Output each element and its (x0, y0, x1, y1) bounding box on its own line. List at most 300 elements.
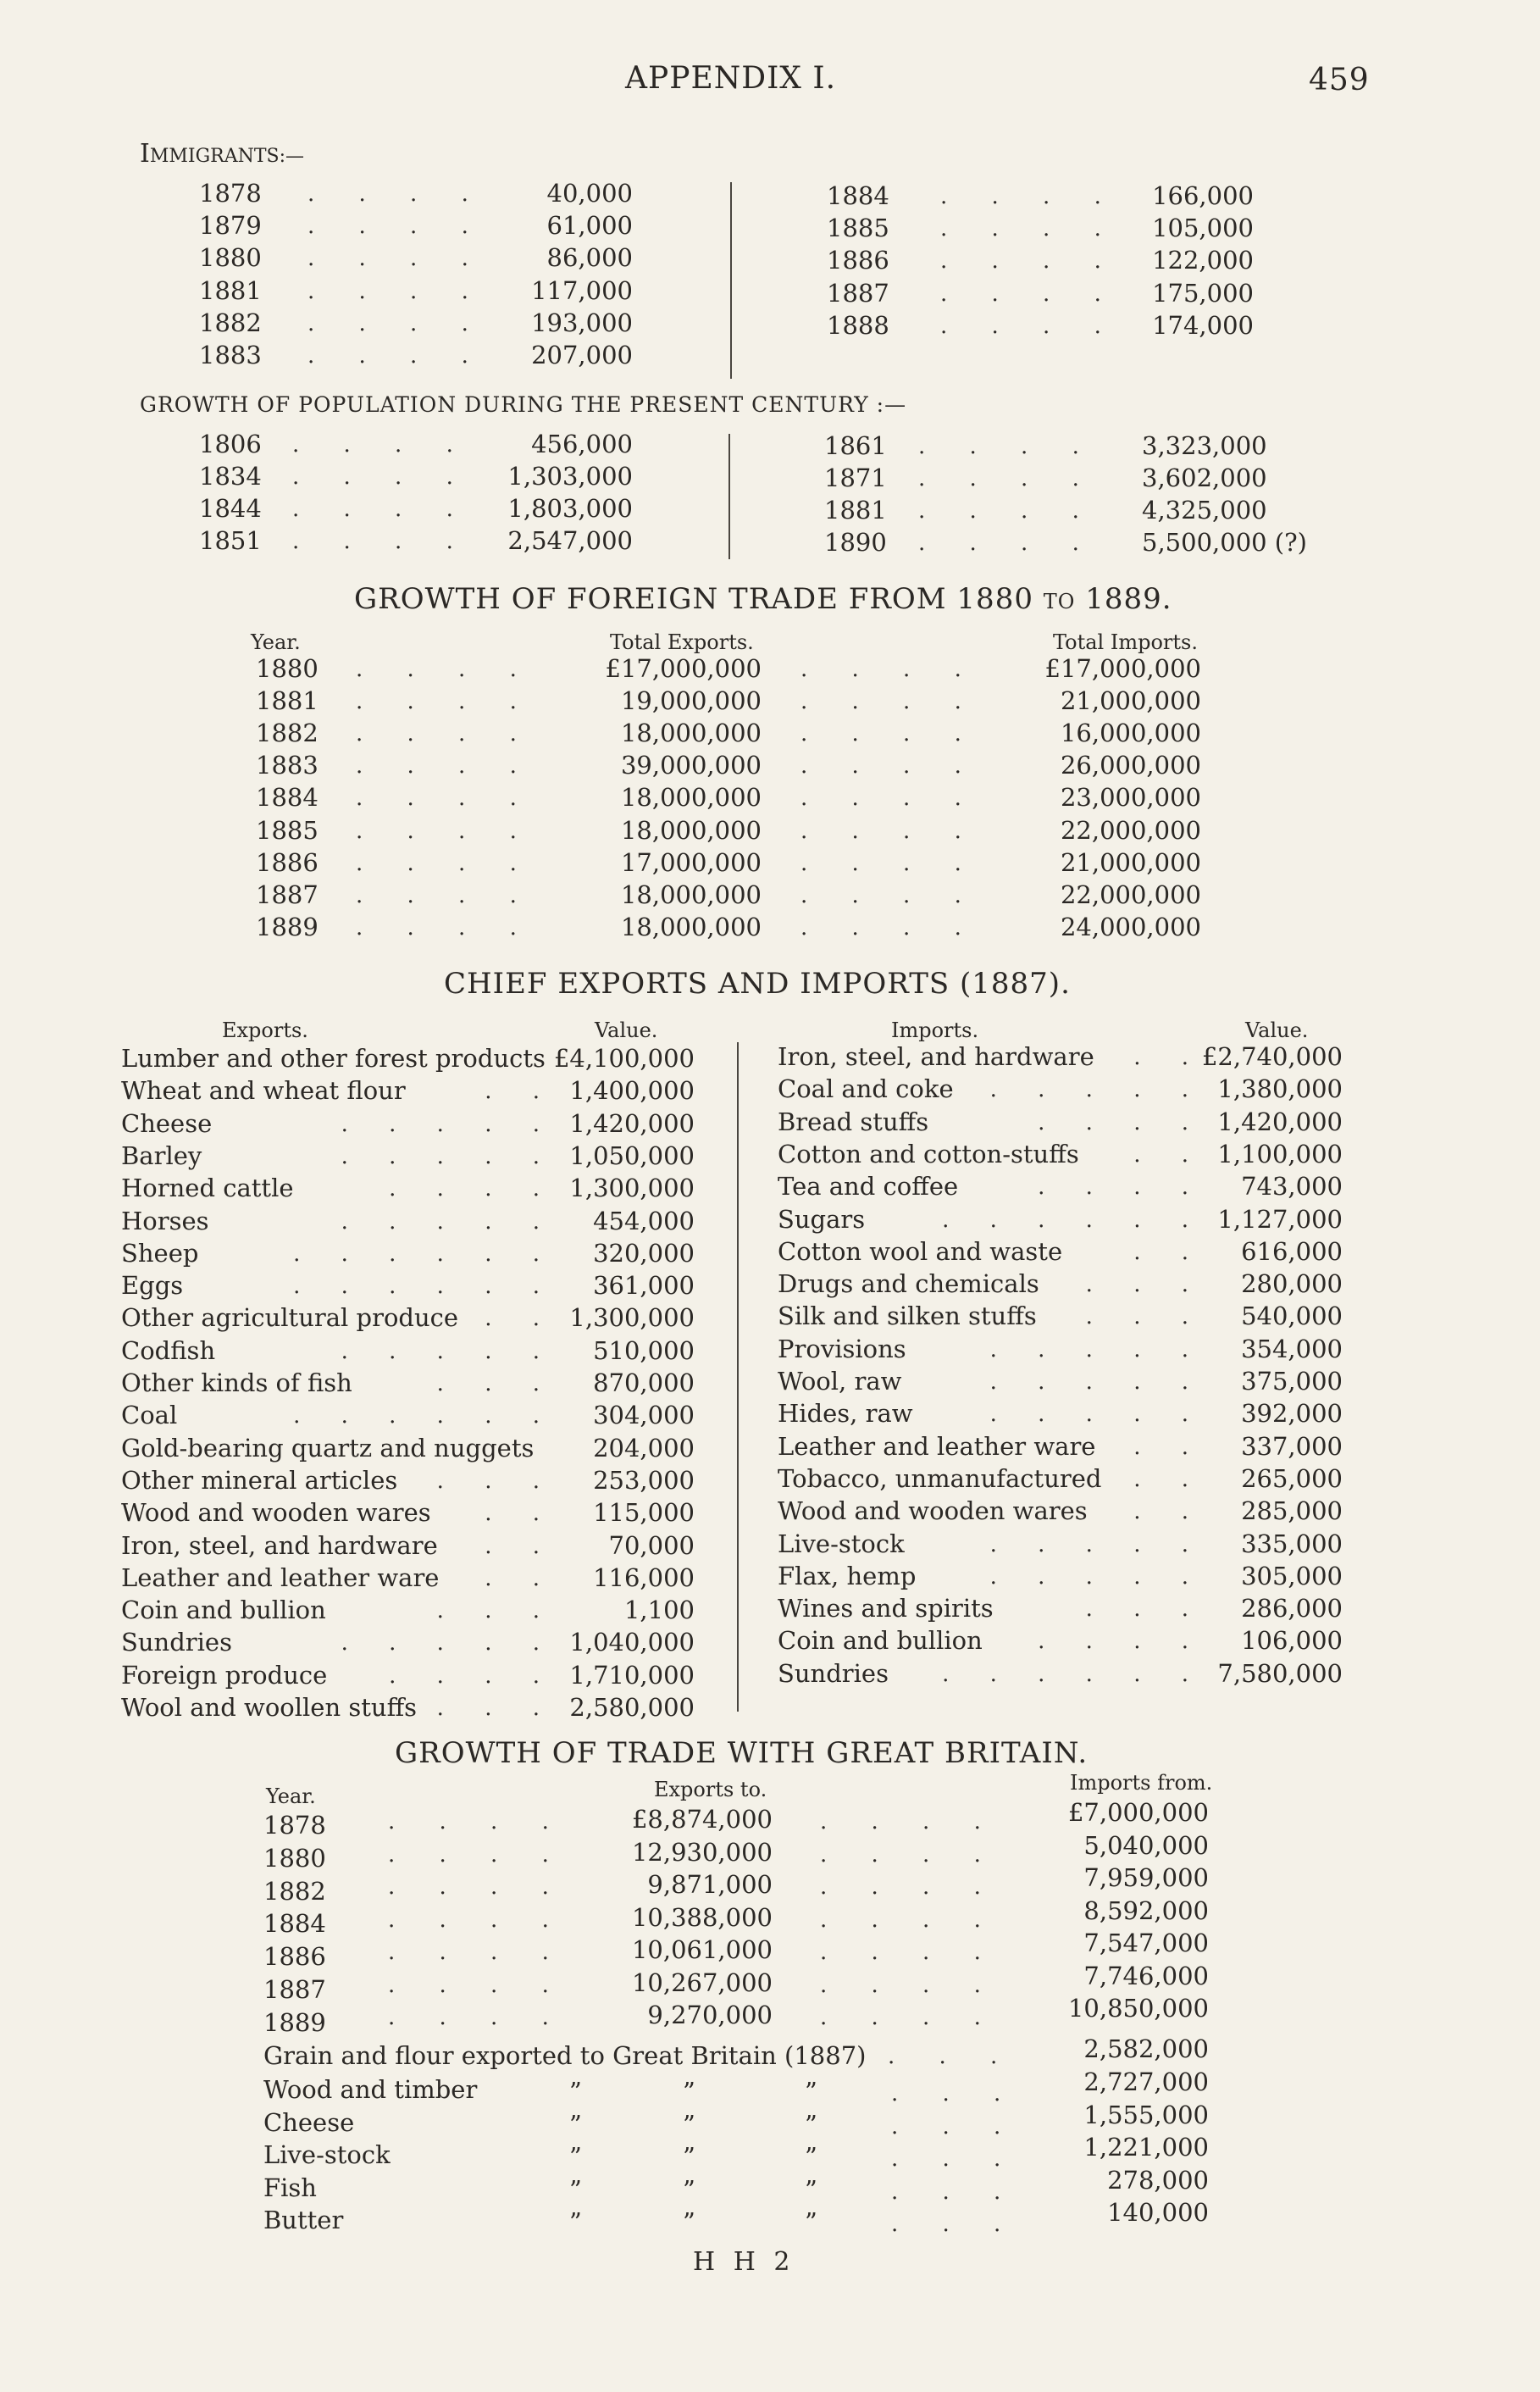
chief-import-name: Silk and silken stuffs (778, 1301, 1037, 1331)
chief-import-value: 1,100,000 (1217, 1139, 1343, 1168)
immigrants-heading-initial: I (140, 139, 150, 169)
foreign-trade-year: 1880 (256, 654, 319, 683)
chief-import-leader: . . . . . . (942, 1661, 1205, 1687)
britain-heading: GROWTH OF TRADE WITH GREAT BRITAIN. (395, 1736, 1089, 1770)
foreign-trade-exports: 18,000,000 (620, 719, 762, 748)
foreign-trade-imports: 21,000,000 (1060, 686, 1201, 716)
foreign-trade-heading-main: GROWTH OF FOREIGN TRADE FROM 1880 (354, 582, 1033, 616)
chief-export-name: Codfish (121, 1335, 216, 1365)
britain-produce-ditto: ” (683, 2142, 695, 2172)
population-leader: . . . . (918, 434, 1098, 459)
chief-import-leader: . . (1133, 1499, 1205, 1525)
foreign-trade-year: 1889 (256, 912, 319, 941)
foreign-trade-year: 1884 (256, 783, 319, 813)
immigrants-heading (140, 139, 305, 169)
immigrants-year: 1883 (199, 341, 262, 369)
immigrants-leader: . . . . (940, 280, 1120, 307)
immigrants-value: 175,000 (1152, 278, 1254, 308)
chief-col-exports-value: Value. (595, 1018, 658, 1042)
chief-export-name: Other agricultural produce (121, 1303, 459, 1333)
britain-produce-ditto: ” (683, 2207, 695, 2237)
chief-export-name: Horned cattle (121, 1174, 294, 1203)
chief-import-name: Iron, steel, and hardware (778, 1042, 1094, 1071)
population-leader: . . . . (292, 432, 472, 458)
chief-import-value: 616,000 (1241, 1236, 1343, 1266)
immigrants-year: 1879 (199, 211, 262, 241)
chief-import-value: 375,000 (1241, 1367, 1343, 1396)
chief-export-leader: . . . . . . (293, 1240, 557, 1267)
immigrants-leader: . . . . (307, 343, 487, 369)
foreign-trade-leader: . . . . (356, 785, 535, 812)
britain-produce-leader: . . . (891, 2212, 1020, 2238)
chief-export-name: Iron, steel, and hardware (121, 1530, 438, 1560)
foreign-trade-exports: 18,000,000 (620, 783, 762, 813)
britain-exports: 10,061,000 (631, 1935, 773, 1964)
chief-import-value: 335,000 (1241, 1529, 1343, 1558)
britain-produce-value: 2,727,000 (1083, 2067, 1209, 2096)
immigrants-year: 1878 (199, 179, 262, 208)
foreign-trade-year: 1885 (256, 815, 319, 845)
running-head: APPENDIX I. (625, 61, 837, 96)
chief-import-leader: . . . . . (989, 1563, 1205, 1590)
foreign-trade-leader: . . . . (356, 850, 535, 876)
britain-produce-leader: . . . (891, 2146, 1020, 2173)
chief-export-leader: . . . (436, 1598, 557, 1624)
britain-exports: £8,874,000 (631, 1805, 773, 1834)
chief-import-value: 337,000 (1241, 1431, 1343, 1461)
population-leader: . . . . (292, 464, 472, 490)
immigrants-leader: . . . . (307, 278, 487, 304)
immigrants-leader: . . . . (940, 248, 1120, 275)
britain-leader: . . . . (388, 1809, 568, 1834)
chief-import-leader: . . (1133, 1045, 1205, 1070)
population-value: 5,500,000 (?) (1142, 528, 1307, 557)
chief-import-leader: . . (1133, 1466, 1205, 1492)
population-leader: . . . . (918, 530, 1098, 556)
immigrants-year: 1881 (199, 275, 262, 305)
population-value: 1,303,000 (507, 462, 633, 491)
britain-col-imports: Imports from. (1070, 1771, 1213, 1795)
chief-import-leader: . . . . (1038, 1629, 1205, 1655)
chief-export-name: Sundries (121, 1628, 232, 1657)
chief-import-leader: . . . . . (989, 1369, 1205, 1395)
britain-imports: 8,592,000 (1083, 1895, 1209, 1925)
immigrants-year: 1885 (827, 214, 889, 243)
chief-import-value: 743,000 (1241, 1172, 1343, 1202)
britain-leader: . . . . (820, 1841, 1000, 1868)
chief-export-leader: . . . . (389, 1176, 557, 1202)
immigrants-value: 40,000 (546, 179, 633, 208)
britain-produce-leader: . . . (891, 2081, 1020, 2106)
foreign-trade-leader: . . . . (800, 753, 980, 780)
britain-exports: 10,267,000 (631, 1967, 773, 1997)
population-year: 1861 (824, 431, 887, 460)
foreign-trade-leader: . . . . (800, 818, 980, 844)
foreign-trade-leader: . . . . (800, 689, 980, 715)
chief-import-leader: . . . . (1038, 1174, 1205, 1201)
foreign-trade-leader: . . . . (800, 882, 980, 908)
britain-produce-name: Butter (263, 2206, 344, 2235)
chief-export-value: 1,040,000 (569, 1628, 695, 1657)
immigrants-value: 117,000 (531, 275, 633, 305)
britain-year: 1884 (263, 1909, 326, 1939)
chief-export-value: 1,400,000 (569, 1076, 695, 1106)
chief-import-name: Drugs and chemicals (778, 1269, 1039, 1299)
page-number: 459 (1309, 63, 1370, 97)
foreign-trade-leader: . . . . (356, 753, 535, 780)
chief-export-leader: . . . . . (341, 1208, 557, 1235)
chief-export-value: 70,000 (608, 1530, 695, 1560)
foreign-trade-leader: . . . . (800, 785, 980, 812)
immigrants-leader: . . . . (940, 184, 1120, 209)
foreign-trade-leader: . . . . (356, 882, 535, 908)
chief-import-name: Cotton wool and waste (778, 1236, 1063, 1266)
foreign-trade-col-imports: Total Imports. (1053, 630, 1198, 654)
chief-export-leader: . . (485, 1533, 557, 1559)
britain-produce-name: Cheese (263, 2107, 355, 2137)
population-value: 456,000 (531, 430, 633, 458)
chief-import-value: £2,740,000 (1201, 1042, 1343, 1071)
immigrants-year: 1880 (199, 243, 262, 273)
britain-produce-ditto: ” (569, 2174, 582, 2204)
britain-produce-ditto: ” (683, 2109, 695, 2139)
chief-import-name: Sundries (778, 1658, 889, 1688)
chief-export-leader: . . . (436, 1468, 557, 1494)
immigrants-heading-rest: MMIGRANTS (149, 146, 280, 167)
britain-year: 1882 (263, 1876, 326, 1906)
britain-leader: . . . . (388, 2005, 568, 2030)
chief-export-value: 1,710,000 (569, 1660, 695, 1690)
chief-export-name: Barley (121, 1141, 202, 1170)
britain-produce-value: 1,221,000 (1083, 2133, 1209, 2162)
chief-import-name: Flax, hemp (778, 1561, 917, 1590)
signature-mark: H H 2 (693, 2247, 795, 2277)
chief-import-leader: . . . (1085, 1304, 1205, 1330)
chief-heading: CHIEF EXPORTS AND IMPORTS (1887). (444, 967, 1071, 1001)
chief-export-name: Cheese (121, 1108, 213, 1138)
chief-export-value: 115,000 (593, 1498, 695, 1528)
chief-export-name: Wood and wooden wares (121, 1498, 431, 1528)
britain-produce-name: Fish (263, 2173, 317, 2202)
chief-divider (737, 1042, 739, 1712)
chief-import-name: Provisions (778, 1334, 906, 1363)
britain-leader: . . . . (820, 1874, 1000, 1900)
britain-leader: . . . . (820, 1972, 1000, 1998)
chief-export-name: Foreign produce (121, 1660, 328, 1690)
chief-col-imports: Imports. (891, 1018, 979, 1042)
immigrants-divider (730, 182, 732, 379)
chief-import-name: Wines and spirits (778, 1594, 994, 1623)
britain-year: 1889 (263, 2007, 326, 2037)
immigrants-year: 1886 (827, 246, 889, 275)
immigrants-value: 61,000 (546, 211, 633, 241)
chief-export-value: 2,580,000 (569, 1693, 695, 1722)
chief-export-value: 116,000 (593, 1562, 695, 1592)
chief-import-value: 286,000 (1241, 1594, 1343, 1623)
foreign-trade-leader: . . . . (356, 657, 535, 682)
chief-export-value: 1,300,000 (569, 1174, 695, 1203)
chief-export-leader: . . (485, 1306, 557, 1332)
britain-produce-ditto: ” (683, 2174, 695, 2204)
britain-produce-leader: . . . (891, 2178, 1020, 2205)
chief-import-value: 1,420,000 (1217, 1107, 1343, 1136)
chief-import-name: Live-stock (778, 1529, 905, 1558)
population-value: 2,547,000 (507, 526, 633, 555)
chief-export-leader: . . . . (389, 1662, 557, 1689)
britain-year: 1880 (263, 1843, 326, 1873)
chief-import-leader: . . (1133, 1239, 1205, 1265)
britain-imports: 7,547,000 (1083, 1929, 1209, 1957)
chief-export-value: 253,000 (593, 1465, 695, 1495)
britain-produce-heading-leader: . . . (888, 2044, 1017, 2069)
chief-col-imports-value: Value. (1245, 1018, 1309, 1042)
immigrants-year: 1884 (827, 181, 889, 210)
foreign-trade-year: 1887 (256, 880, 319, 909)
immigrants-leader: . . . . (940, 313, 1120, 339)
foreign-trade-exports: 39,000,000 (620, 751, 762, 780)
chief-export-name: Other kinds of fish (121, 1368, 352, 1397)
britain-leader: . . . . (820, 1809, 1000, 1834)
britain-produce-name: Live-stock (263, 2140, 391, 2170)
britain-leader: . . . . (388, 1906, 568, 1933)
britain-imports: 10,850,000 (1067, 1994, 1209, 2023)
population-value: 3,323,000 (1142, 431, 1267, 460)
chief-export-value: 1,420,000 (569, 1108, 695, 1138)
foreign-trade-exports: 18,000,000 (620, 880, 762, 909)
chief-import-leader: . . . . (1038, 1109, 1205, 1135)
foreign-trade-leader: . . . . (356, 914, 535, 941)
foreign-trade-col-exports: Total Exports. (610, 630, 754, 654)
population-year: 1834 (199, 462, 262, 491)
foreign-trade-imports: 21,000,000 (1060, 847, 1201, 877)
chief-import-value: 280,000 (1241, 1269, 1343, 1299)
foreign-trade-exports: 17,000,000 (620, 847, 762, 877)
britain-year: 1887 (263, 1975, 326, 2004)
britain-produce-ditto: ” (569, 2077, 582, 2106)
britain-produce-ditto: ” (569, 2142, 582, 2172)
chief-import-value: 1,127,000 (1217, 1204, 1343, 1234)
britain-produce-value: 278,000 (1107, 2165, 1209, 2195)
chief-export-value: 361,000 (593, 1271, 695, 1301)
immigrants-value: 207,000 (531, 341, 633, 369)
population-heading: GROWTH OF POPULATION DURING THE PRESENT CENTURY :— (140, 392, 907, 417)
chief-export-leader: . . . (436, 1695, 557, 1721)
chief-import-value: 265,000 (1241, 1463, 1343, 1493)
chief-import-value: 392,000 (1241, 1399, 1343, 1429)
immigrants-value: 105,000 (1152, 214, 1254, 243)
britain-col-year: Year. (266, 1784, 316, 1808)
britain-produce-value: 1,555,000 (1083, 2100, 1209, 2129)
britain-leader: . . . . (388, 1874, 568, 1900)
foreign-trade-imports: 22,000,000 (1060, 880, 1201, 909)
immigrants-year: 1887 (827, 278, 889, 308)
foreign-trade-col-year: Year. (251, 630, 301, 654)
population-year: 1871 (824, 463, 887, 492)
britain-produce-ditto: ” (805, 2109, 817, 2139)
foreign-trade-leader: . . . . (800, 914, 980, 941)
chief-import-value: 305,000 (1241, 1561, 1343, 1590)
foreign-trade-year: 1883 (256, 751, 319, 780)
chief-export-name: Other mineral articles (121, 1465, 398, 1495)
immigrants-value: 86,000 (546, 243, 633, 273)
foreign-trade-imports: £17,000,000 (1044, 654, 1201, 683)
chief-export-value: 454,000 (593, 1206, 695, 1235)
foreign-trade-leader: . . . . (800, 721, 980, 747)
chief-export-value: 304,000 (593, 1401, 695, 1430)
britain-exports: 12,930,000 (631, 1837, 773, 1867)
chief-export-leader: . . . . . (341, 1111, 557, 1137)
chief-import-leader: . . . . . (989, 1077, 1205, 1103)
britain-produce-ditto: ” (569, 2207, 582, 2237)
population-divider (728, 434, 730, 559)
chief-export-name: Coin and bullion (121, 1596, 326, 1625)
chief-export-leader: . . (485, 1501, 557, 1527)
chief-import-value: 1,380,000 (1217, 1074, 1343, 1104)
britain-imports: 7,746,000 (1083, 1961, 1209, 1990)
chief-export-leader: . . . . . . (293, 1403, 557, 1429)
chief-export-value: 204,000 (593, 1433, 695, 1462)
foreign-trade-exports: 18,000,000 (620, 912, 762, 941)
immigrants-value: 122,000 (1152, 246, 1254, 275)
chief-export-name: Gold-bearing quartz and nuggets (121, 1433, 535, 1462)
britain-produce-ditto: ” (805, 2142, 817, 2172)
britain-exports: 9,270,000 (647, 2001, 773, 2029)
chief-import-value: 354,000 (1241, 1334, 1343, 1363)
chief-import-value: 7,580,000 (1217, 1658, 1343, 1688)
chief-import-leader: . . . . . . (942, 1207, 1205, 1233)
chief-export-leader: . . . . . (341, 1338, 557, 1364)
britain-produce-ditto: ” (805, 2174, 817, 2204)
britain-produce-ditto: ” (805, 2077, 817, 2106)
population-leader: . . . . (918, 498, 1098, 524)
britain-leader: . . . . (820, 2005, 1000, 2030)
chief-export-leader: . . . . . (341, 1630, 557, 1657)
population-value: 1,803,000 (507, 494, 633, 523)
foreign-trade-leader: . . . . (800, 657, 980, 682)
population-leader: . . . . (292, 529, 472, 554)
britain-imports: £7,000,000 (1067, 1798, 1209, 1827)
foreign-trade-year: 1886 (256, 847, 319, 877)
britain-produce-leader: . . . (891, 2113, 1020, 2139)
chief-import-leader: . . . . . (989, 1401, 1205, 1428)
chief-export-value: 870,000 (593, 1368, 695, 1397)
foreign-trade-leader: . . . . (800, 850, 980, 876)
foreign-trade-leader: . . . . (356, 721, 535, 747)
britain-leader: . . . . (388, 1841, 568, 1868)
britain-col-exports: Exports to. (654, 1778, 767, 1801)
population-leader: . . . . (292, 497, 472, 522)
immigrants-year: 1888 (827, 310, 889, 340)
immigrants-value: 193,000 (531, 308, 633, 337)
chief-export-value: 510,000 (593, 1335, 695, 1365)
britain-produce-name: Wood and timber (263, 2075, 478, 2104)
britain-leader: . . . . (820, 1906, 1000, 1933)
immigrants-value: 166,000 (1152, 181, 1254, 210)
chief-export-value: 320,000 (593, 1238, 695, 1268)
chief-export-leader: . . . . . . (293, 1274, 557, 1300)
immigrants-heading-suffix: :— (279, 146, 305, 167)
population-year: 1890 (824, 528, 887, 557)
chief-export-name: Wheat and wheat flour (121, 1076, 406, 1106)
foreign-trade-exports: 18,000,000 (620, 815, 762, 845)
chief-import-name: Wood and wooden wares (778, 1496, 1088, 1526)
chief-import-leader: . . (1133, 1434, 1205, 1460)
foreign-trade-exports: £17,000,000 (605, 654, 762, 683)
chief-export-name: Wool and woollen stuffs (121, 1693, 418, 1722)
chief-import-value: 285,000 (1241, 1496, 1343, 1526)
chief-import-name: Sugars (778, 1204, 866, 1234)
foreign-trade-heading-end: 1889. (1085, 582, 1172, 616)
foreign-trade-imports: 22,000,000 (1060, 815, 1201, 845)
chief-import-name: Coin and bullion (778, 1626, 983, 1656)
britain-imports: 7,959,000 (1083, 1863, 1209, 1892)
foreign-trade-imports: 23,000,000 (1060, 783, 1201, 813)
foreign-trade-imports: 24,000,000 (1060, 912, 1201, 941)
britain-leader: . . . . (388, 1940, 568, 1965)
chief-import-name: Tea and coffee (778, 1172, 959, 1202)
chief-import-name: Coal and coke (778, 1074, 954, 1104)
population-value: 4,325,000 (1142, 496, 1267, 524)
chief-export-leader: . . (485, 1079, 557, 1105)
chief-import-value: 106,000 (1241, 1626, 1343, 1656)
population-year: 1844 (199, 494, 262, 523)
chief-export-leader: . . . . . (341, 1143, 557, 1169)
britain-produce-first-value: 2,582,000 (1083, 2034, 1209, 2063)
britain-produce-ditto: ” (569, 2109, 582, 2139)
britain-produce-ditto: ” (805, 2207, 817, 2237)
chief-import-leader: . . (1133, 1141, 1205, 1168)
britain-year: 1878 (263, 1811, 326, 1840)
britain-produce-value: 140,000 (1107, 2198, 1209, 2228)
immigrants-leader: . . . . (307, 310, 487, 336)
chief-import-leader: . . . . . (989, 1531, 1205, 1557)
immigrants-leader: . . . . (940, 216, 1120, 242)
chief-export-name: Horses (121, 1206, 209, 1235)
chief-export-name: Lumber and other forest products (121, 1044, 546, 1073)
foreign-trade-leader: . . . . (356, 818, 535, 844)
chief-export-name: Coal (121, 1401, 178, 1430)
immigrants-leader: . . . . (307, 214, 487, 240)
chief-export-value: £4,100,000 (553, 1044, 695, 1073)
immigrants-leader: . . . . (307, 181, 487, 207)
chief-export-name: Sheep (121, 1238, 199, 1268)
britain-leader: . . . . (388, 1972, 568, 1998)
chief-export-value: 1,100 (623, 1596, 695, 1625)
chief-import-name: Wool, raw (778, 1367, 902, 1396)
foreign-trade-imports: 26,000,000 (1060, 751, 1201, 780)
chief-export-value: 1,300,000 (569, 1303, 695, 1333)
foreign-trade-leader: . . . . (356, 689, 535, 715)
chief-export-leader: . . . (436, 1371, 557, 1396)
chief-import-name: Leather and leather ware (778, 1431, 1096, 1461)
population-year: 1851 (199, 526, 262, 555)
chief-import-leader: . . . (1085, 1272, 1205, 1298)
foreign-trade-imports: 16,000,000 (1060, 719, 1201, 748)
foreign-trade-year: 1882 (256, 719, 319, 748)
immigrants-leader: . . . . (307, 246, 487, 272)
britain-imports: 5,040,000 (1083, 1830, 1209, 1860)
population-year: 1806 (199, 430, 262, 458)
chief-export-name: Leather and leather ware (121, 1562, 440, 1592)
foreign-trade-heading-to: TO (1043, 590, 1076, 613)
britain-leader: . . . . (820, 1940, 1000, 1965)
foreign-trade-exports: 19,000,000 (620, 686, 762, 716)
britain-exports: 9,871,000 (647, 1870, 773, 1899)
britain-produce-ditto: ” (683, 2077, 695, 2106)
population-year: 1881 (824, 496, 887, 524)
chief-import-leader: . . . (1085, 1596, 1205, 1623)
chief-import-name: Cotton and cotton-stuffs (778, 1139, 1079, 1168)
